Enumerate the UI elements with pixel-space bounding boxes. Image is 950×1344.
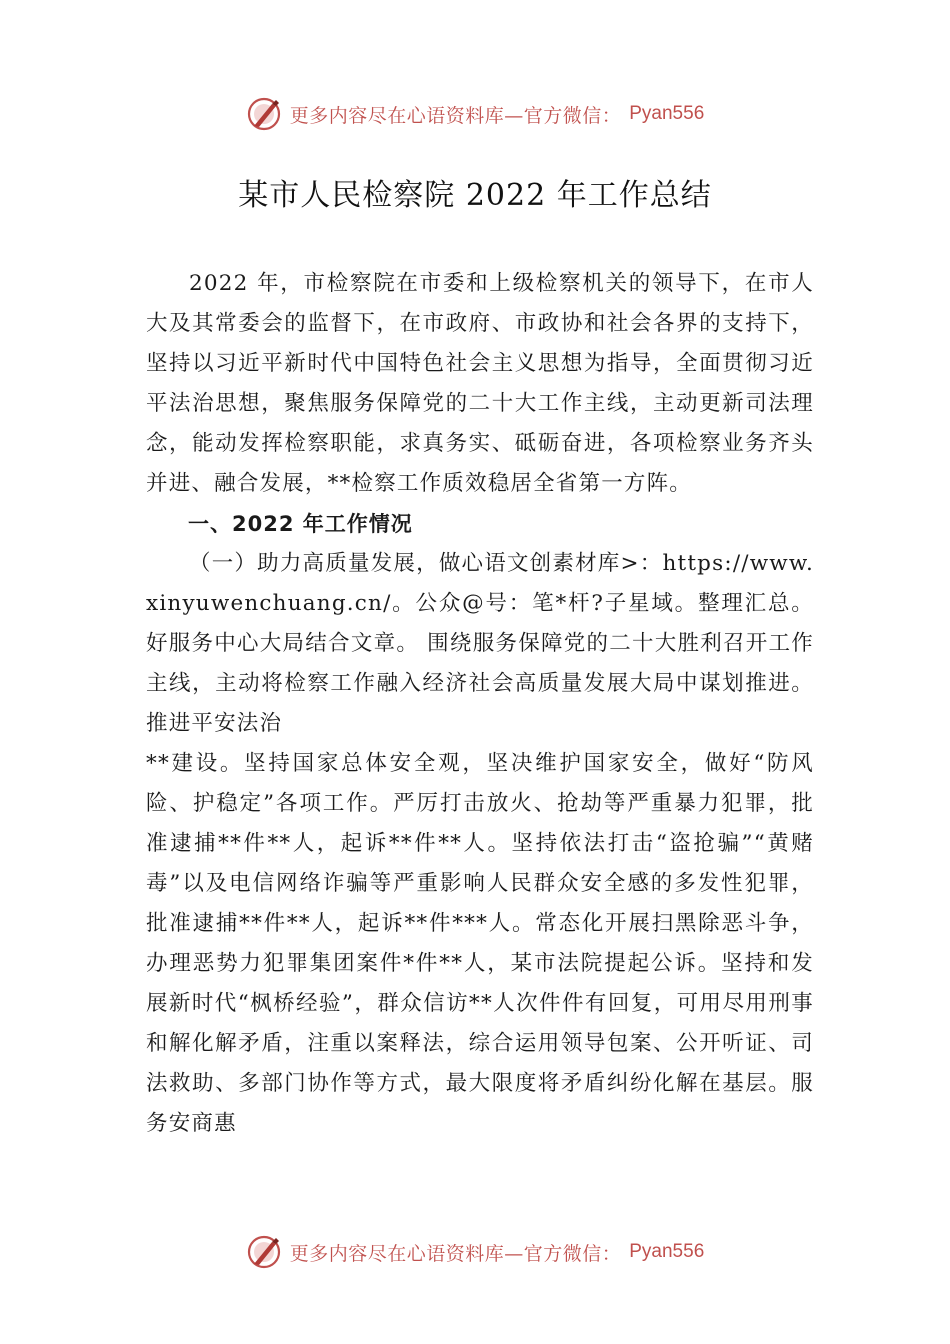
watermark-wechat-id: Pyan556: [629, 1241, 705, 1262]
watermark-text: 更多内容尽在心语资料库—官方微信：: [289, 104, 622, 127]
watermark-text: 更多内容尽在心语资料库—官方微信：: [289, 1242, 622, 1265]
intro-paragraph: 2022 年，市检察院在市委和上级检察机关的领导下，在市人大及其常委会的监督下，在市政府、市政协和社会各界的支持下，坚持以习近平新时代中国特色社会主义思想为指导，全面贯彻习近平法治思想，聚焦服务保障党的二十大工作主线，主动更新司法理念，能动发挥检察职能，求真务实、砥砺奋进，各项检察业务齐头并进、融合发展，**检察工作质效稳居全省第一方阵。: [146, 271, 814, 496]
document-title: 某市人民检察院 2022 年工作总结: [238, 178, 712, 213]
subsection-paragraph-1: （一）助力高质量发展，做心语文创素材库>：https://www.xinyuwenchuang.cn/。公众@号：笔*杆?子星域。整理汇总。好服务中心大局结合文章。 围绕服务保障党的二十大胜利召开工作主线，主动将检察工作融入经济社会高质量发展大局中谋划推进。推进平安法治: [146, 551, 814, 736]
pen-logo-icon: [246, 1234, 282, 1270]
document-body: [146, 264, 814, 1144]
subsection-paragraph-2: **建设。坚持国家总体安全观，坚决维护国家安全，做好“防风险、护稳定”各项工作。严厉打击放火、抢劫等严重暴力犯罪，批准逮捕**件**人，起诉**件**人。坚持依法打击“盗抢骗”“黄赌毒”以及电信网络诈骗等严重影响人民群众安全感的多发性犯罪，批准逮捕**件**人，起诉**件***人。常态化开展扫黑除恶斗争，办理恶势力犯罪集团案件*件**人，某市法院提起公诉。坚持和发展新时代“枫桥经验”，群众信访**人次件件有回复，可用尽用刑事和解化解矛盾，注重以案释法，综合运用领导包案、公开听证、司法救助、多部门协作等方式，最大限度将矛盾纠纷化解在基层。服务安商惠: [146, 751, 814, 1136]
watermark-wechat-id: Pyan556: [629, 103, 705, 124]
watermark-banner-top: [0, 94, 950, 134]
watermark-banner-bottom: [0, 1232, 950, 1272]
pen-logo-icon: [246, 96, 282, 132]
section-heading: 一、2022 年工作情况: [188, 512, 413, 536]
